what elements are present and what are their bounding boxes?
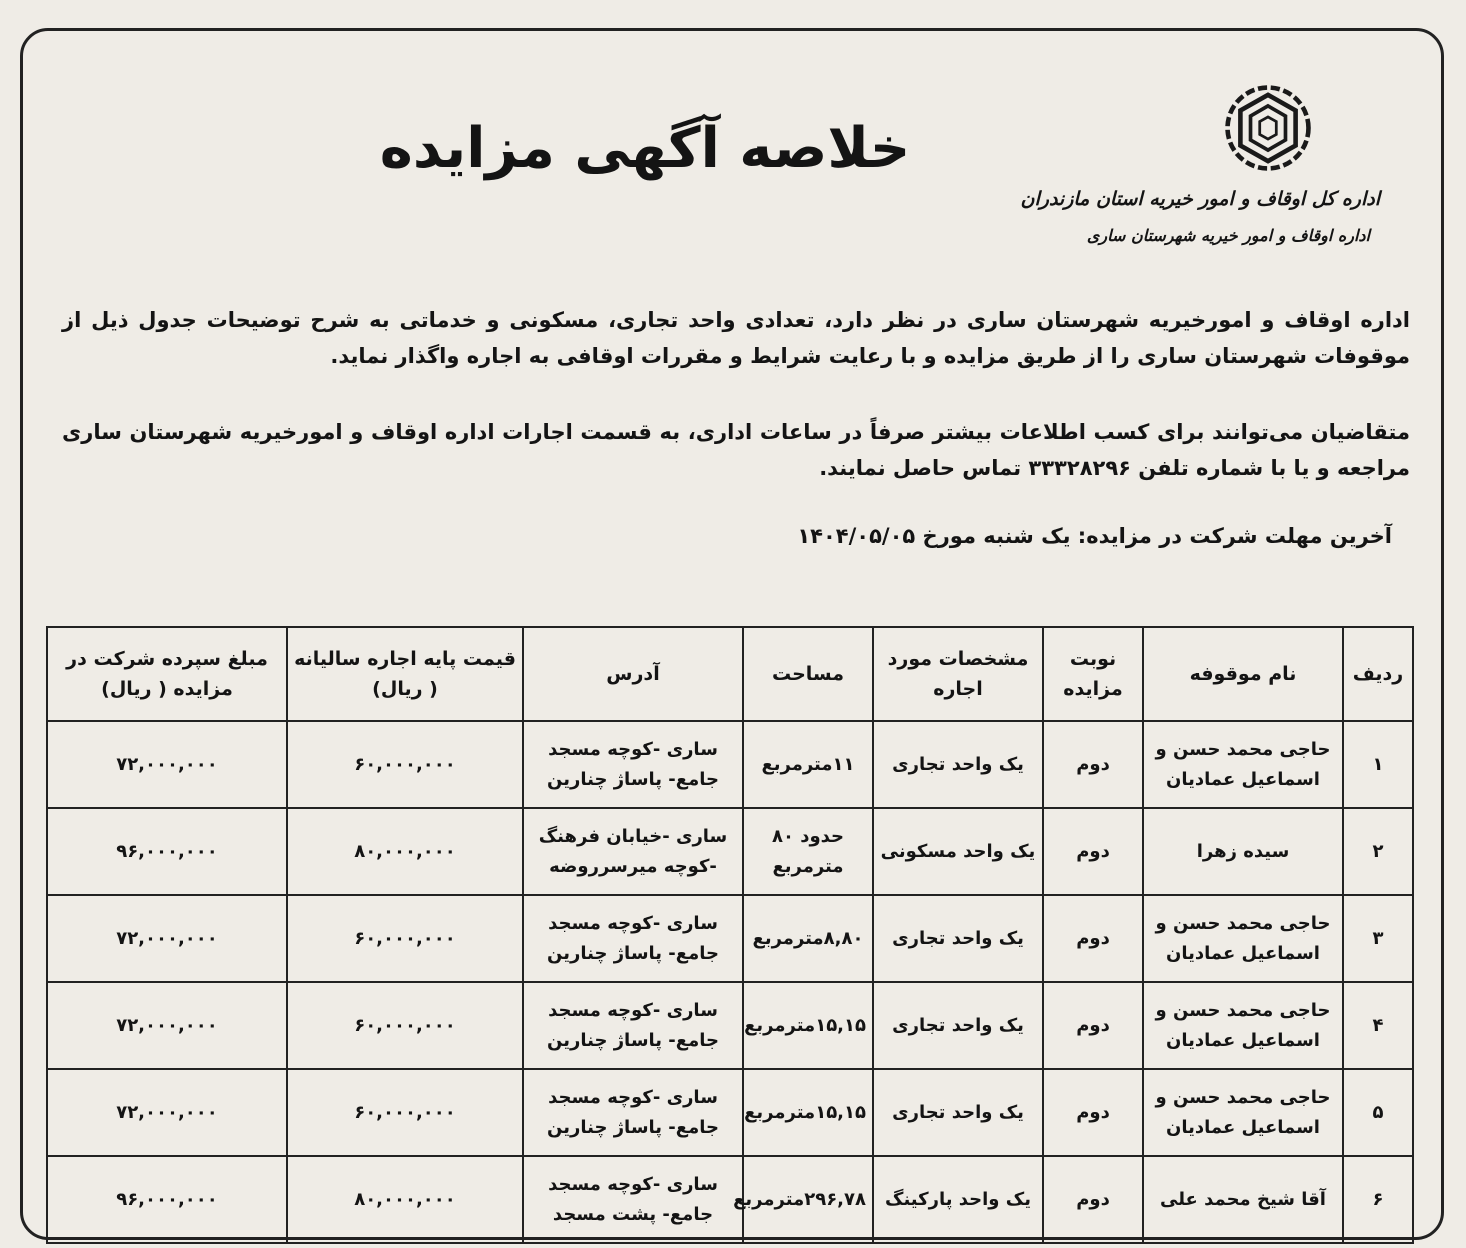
cell-base-price: ۸۰,۰۰۰,۰۰۰ (287, 808, 523, 895)
intro-paragraph: اداره اوقاف و امورخیریه شهرستان ساری در نظر دارد، تعدادی واحد تجاری، مسکونی و خدماتی به شرح توضیحات جدول ذیل از موقوفات شهرستان ساری را از طریق مزایده و با رعایت شرایط و مقررات اوقافی به اجاره واگذار نماید. (62, 308, 1410, 368)
header-row-number: ردیف (1343, 627, 1413, 721)
deadline-text: آخرین مهلت شرکت در مزایده: یک شنبه مورخ ۱۴۰۴/۰۵/۰۵ (797, 524, 1392, 548)
header-deposit: مبلغ سپرده شرکت در مزایده ( ریال) (47, 627, 287, 721)
table-row (47, 1069, 1413, 1156)
header-base-price: قیمت پایه اجاره سالیانه ( ریال) (287, 627, 523, 721)
cell-base-price: ۶۰,۰۰۰,۰۰۰ (287, 895, 523, 982)
cell-deposit: ۹۶,۰۰۰,۰۰۰ (47, 1156, 287, 1243)
contact-paragraph: متقاضیان می‌توانند برای کسب اطلاعات بیشتر صرفاً در ساعات اداری، به قسمت اجارات اداره اوقاف و امورخیریه شهرستان ساری مراجعه و یا با شماره تلفن ۳۳۳۲۸۲۹۶ تماس حاصل نمایند. (62, 420, 1410, 480)
cell-auction-turn: دوم (1043, 721, 1143, 808)
cell-area: ۲۹۶,۷۸مترمربع (743, 1156, 873, 1243)
cell-area: ۱۱مترمربع (743, 721, 873, 808)
cell-row-number: ۲ (1343, 808, 1413, 895)
cell-row-number: ۶ (1343, 1156, 1413, 1243)
awqaf-logo-icon (1222, 82, 1314, 174)
org-name-province: اداره کل اوقاف و امور خیریه استان مازندران (1020, 188, 1380, 210)
cell-area: ۸,۸۰مترمربع (743, 895, 873, 982)
cell-endowment-name: حاجی محمد حسن و اسماعیل عمادیان (1143, 1069, 1343, 1156)
cell-endowment-name: حاجی محمد حسن و اسماعیل عمادیان (1143, 982, 1343, 1069)
cell-lease-spec: یک واحد پارکینگ (873, 1156, 1043, 1243)
cell-endowment-name: آقا شیخ محمد علی (1143, 1156, 1343, 1243)
cell-deposit: ۷۲,۰۰۰,۰۰۰ (47, 721, 287, 808)
cell-base-price: ۶۰,۰۰۰,۰۰۰ (287, 1069, 523, 1156)
cell-row-number: ۱ (1343, 721, 1413, 808)
cell-address: ساری -کوچه مسجد جامع- پاساژ چنارین (523, 721, 743, 808)
cell-row-number: ۴ (1343, 982, 1413, 1069)
cell-auction-turn: دوم (1043, 1156, 1143, 1243)
header-area: مساحت (743, 627, 873, 721)
cell-lease-spec: یک واحد تجاری (873, 895, 1043, 982)
cell-address: ساری -کوچه مسجد جامع- پشت مسجد (523, 1156, 743, 1243)
auction-table (46, 626, 1414, 1244)
cell-endowment-name: حاجی محمد حسن و اسماعیل عمادیان (1143, 895, 1343, 982)
cell-area: ۱۵,۱۵مترمربع (743, 982, 873, 1069)
cell-row-number: ۵ (1343, 1069, 1413, 1156)
header-endowment-name: نام موقوفه (1143, 627, 1343, 721)
cell-deposit: ۷۲,۰۰۰,۰۰۰ (47, 1069, 287, 1156)
cell-auction-turn: دوم (1043, 1069, 1143, 1156)
header-lease-spec: مشخصات مورد اجاره (873, 627, 1043, 721)
cell-deposit: ۷۲,۰۰۰,۰۰۰ (47, 895, 287, 982)
cell-auction-turn: دوم (1043, 982, 1143, 1069)
cell-area: ۱۵,۱۵مترمربع (743, 1069, 873, 1156)
page-title: خلاصه آگهی مزایده (379, 116, 911, 181)
table-row (47, 1156, 1413, 1243)
header-auction-turn: نوبت مزایده (1043, 627, 1143, 721)
cell-lease-spec: یک واحد تجاری (873, 721, 1043, 808)
cell-lease-spec: یک واحد مسکونی (873, 808, 1043, 895)
cell-endowment-name: حاجی محمد حسن و اسماعیل عمادیان (1143, 721, 1343, 808)
header-address: آدرس (523, 627, 743, 721)
cell-address: ساری -کوچه مسجد جامع- پاساژ چنارین (523, 982, 743, 1069)
cell-base-price: ۶۰,۰۰۰,۰۰۰ (287, 982, 523, 1069)
cell-address: ساری -کوچه مسجد جامع- پاساژ چنارین (523, 1069, 743, 1156)
table-row (47, 808, 1413, 895)
cell-address: ساری -خیابان فرهنگ -کوچه میرسرروضه (523, 808, 743, 895)
cell-endowment-name: سیده زهرا (1143, 808, 1343, 895)
cell-auction-turn: دوم (1043, 808, 1143, 895)
table-header-row (47, 627, 1413, 721)
cell-row-number: ۳ (1343, 895, 1413, 982)
cell-deposit: ۹۶,۰۰۰,۰۰۰ (47, 808, 287, 895)
cell-lease-spec: یک واحد تجاری (873, 982, 1043, 1069)
cell-auction-turn: دوم (1043, 895, 1143, 982)
cell-deposit: ۷۲,۰۰۰,۰۰۰ (47, 982, 287, 1069)
table-row (47, 982, 1413, 1069)
org-name-city: اداره اوقاف و امور خیریه شهرستان ساری (1086, 226, 1370, 245)
cell-lease-spec: یک واحد تجاری (873, 1069, 1043, 1156)
cell-area: حدود ۸۰ مترمربع (743, 808, 873, 895)
cell-address: ساری -کوچه مسجد جامع- پاساژ چنارین (523, 895, 743, 982)
table-row (47, 721, 1413, 808)
cell-base-price: ۸۰,۰۰۰,۰۰۰ (287, 1156, 523, 1243)
table-row (47, 895, 1413, 982)
cell-base-price: ۶۰,۰۰۰,۰۰۰ (287, 721, 523, 808)
